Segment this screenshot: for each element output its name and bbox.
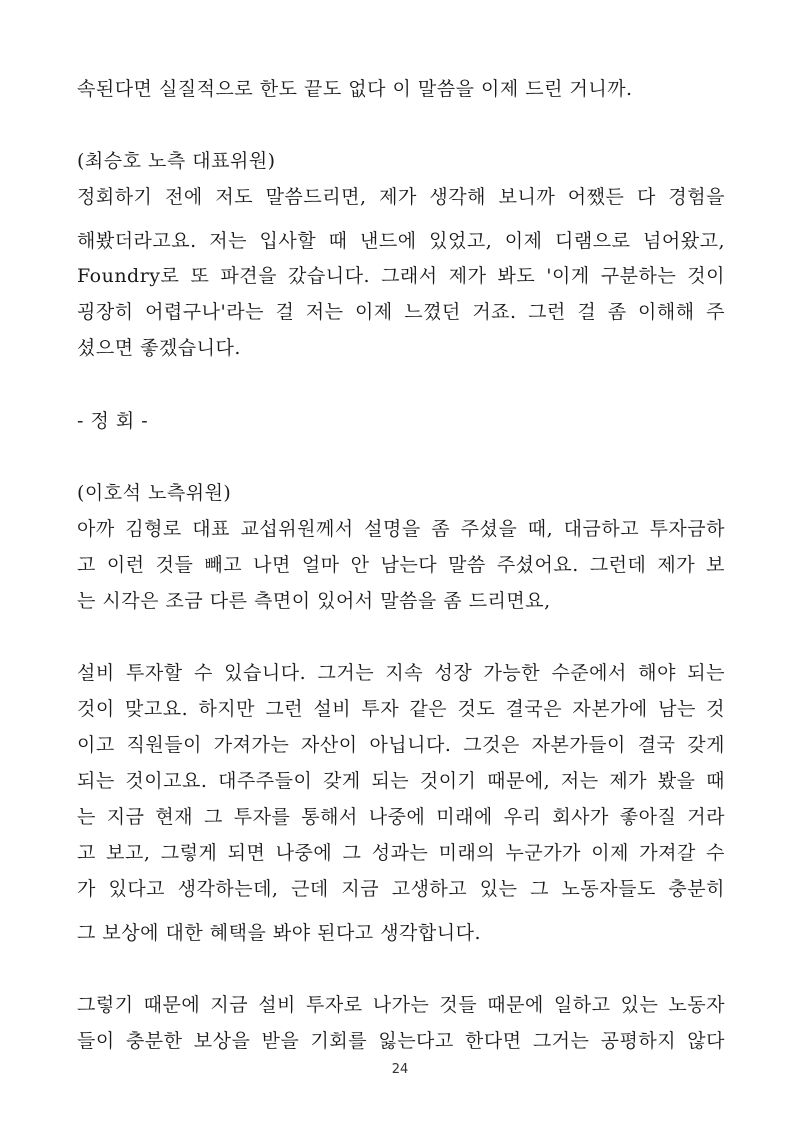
speaker-label: (최승호 노측 대표위원): [77, 150, 276, 172]
paragraph-line: 는 지금 현재 그 투자를 통해서 나중에 미래에 우리 회사가 좋아질 거라: [77, 806, 725, 828]
paragraph-line: 들이 충분한 보상을 받을 기회를 잃는다고 한다면 그거는 공평하지 않다: [77, 1030, 725, 1052]
paragraph-line: Foundry로 또 파견을 갔습니다. 그래서 제가 봐도 '이게 구분하는 것이: [77, 265, 725, 287]
speaker-label: (이호석 노측위원): [77, 482, 232, 504]
paragraph-line: 굉장히 어렵구나'라는 걸 저는 이제 느꼈던 거죠. 그런 걸 좀 이해해 주: [77, 301, 725, 323]
paragraph-line: 고 보고, 그렇게 되면 나중에 그 성과는 미래의 누군가가 이제 가져갈 수: [77, 842, 725, 864]
paragraph-line: 그렇기 때문에 지금 설비 투자로 나가는 것들 때문에 일하고 있는 노동자: [77, 994, 725, 1016]
paragraph-line: 설비 투자할 수 있습니다. 그거는 지속 성장 가능한 수준에서 해야 되는: [77, 662, 725, 684]
paragraph-line: 되는 것이고요. 대주주들이 갖게 되는 것이기 때문에, 저는 제가 봤을 때: [77, 770, 725, 792]
paragraph-line: 가 있다고 생각하는데, 근데 지금 고생하고 있는 그 노동자들도 충분히: [77, 878, 725, 900]
paragraph-line: 속된다면 실질적으로 한도 끝도 없다 이 말씀을 이제 드린 거니까.: [77, 78, 633, 100]
recess-marker: - 정 회 -: [77, 410, 149, 432]
paragraph-line: 셨으면 좋겠습니다.: [77, 337, 241, 359]
page-number: 24: [391, 1062, 409, 1077]
paragraph-line: 해봤더라고요. 저는 입사할 때 낸드에 있었고, 이제 디램으로 넘어왔고,: [77, 230, 725, 252]
paragraph-line: 이고 직원들이 가져가는 자산이 아닙니다. 그것은 자본가들이 결국 갖게: [77, 734, 725, 756]
paragraph-line: 는 시각은 조금 다른 측면이 있어서 말씀을 좀 드리면요,: [77, 590, 551, 612]
paragraph-line: 아까 김형로 대표 교섭위원께서 설명을 좀 주셨을 때, 대금하고 투자금하: [77, 518, 725, 540]
paragraph-line: 것이 맞고요. 하지만 그런 설비 투자 같은 것도 결국은 자본가에 남는 것: [77, 698, 725, 720]
paragraph-line: 고 이런 것들 빼고 나면 얼마 안 남는다 말씀 주셨어요. 그런데 제가 보: [77, 554, 725, 576]
paragraph-line: 그 보상에 대한 혜택을 봐야 된다고 생각합니다.: [77, 922, 482, 944]
paragraph-line: 정회하기 전에 저도 말씀드리면, 제가 생각해 보니까 어쨌든 다 경험을: [77, 186, 725, 208]
